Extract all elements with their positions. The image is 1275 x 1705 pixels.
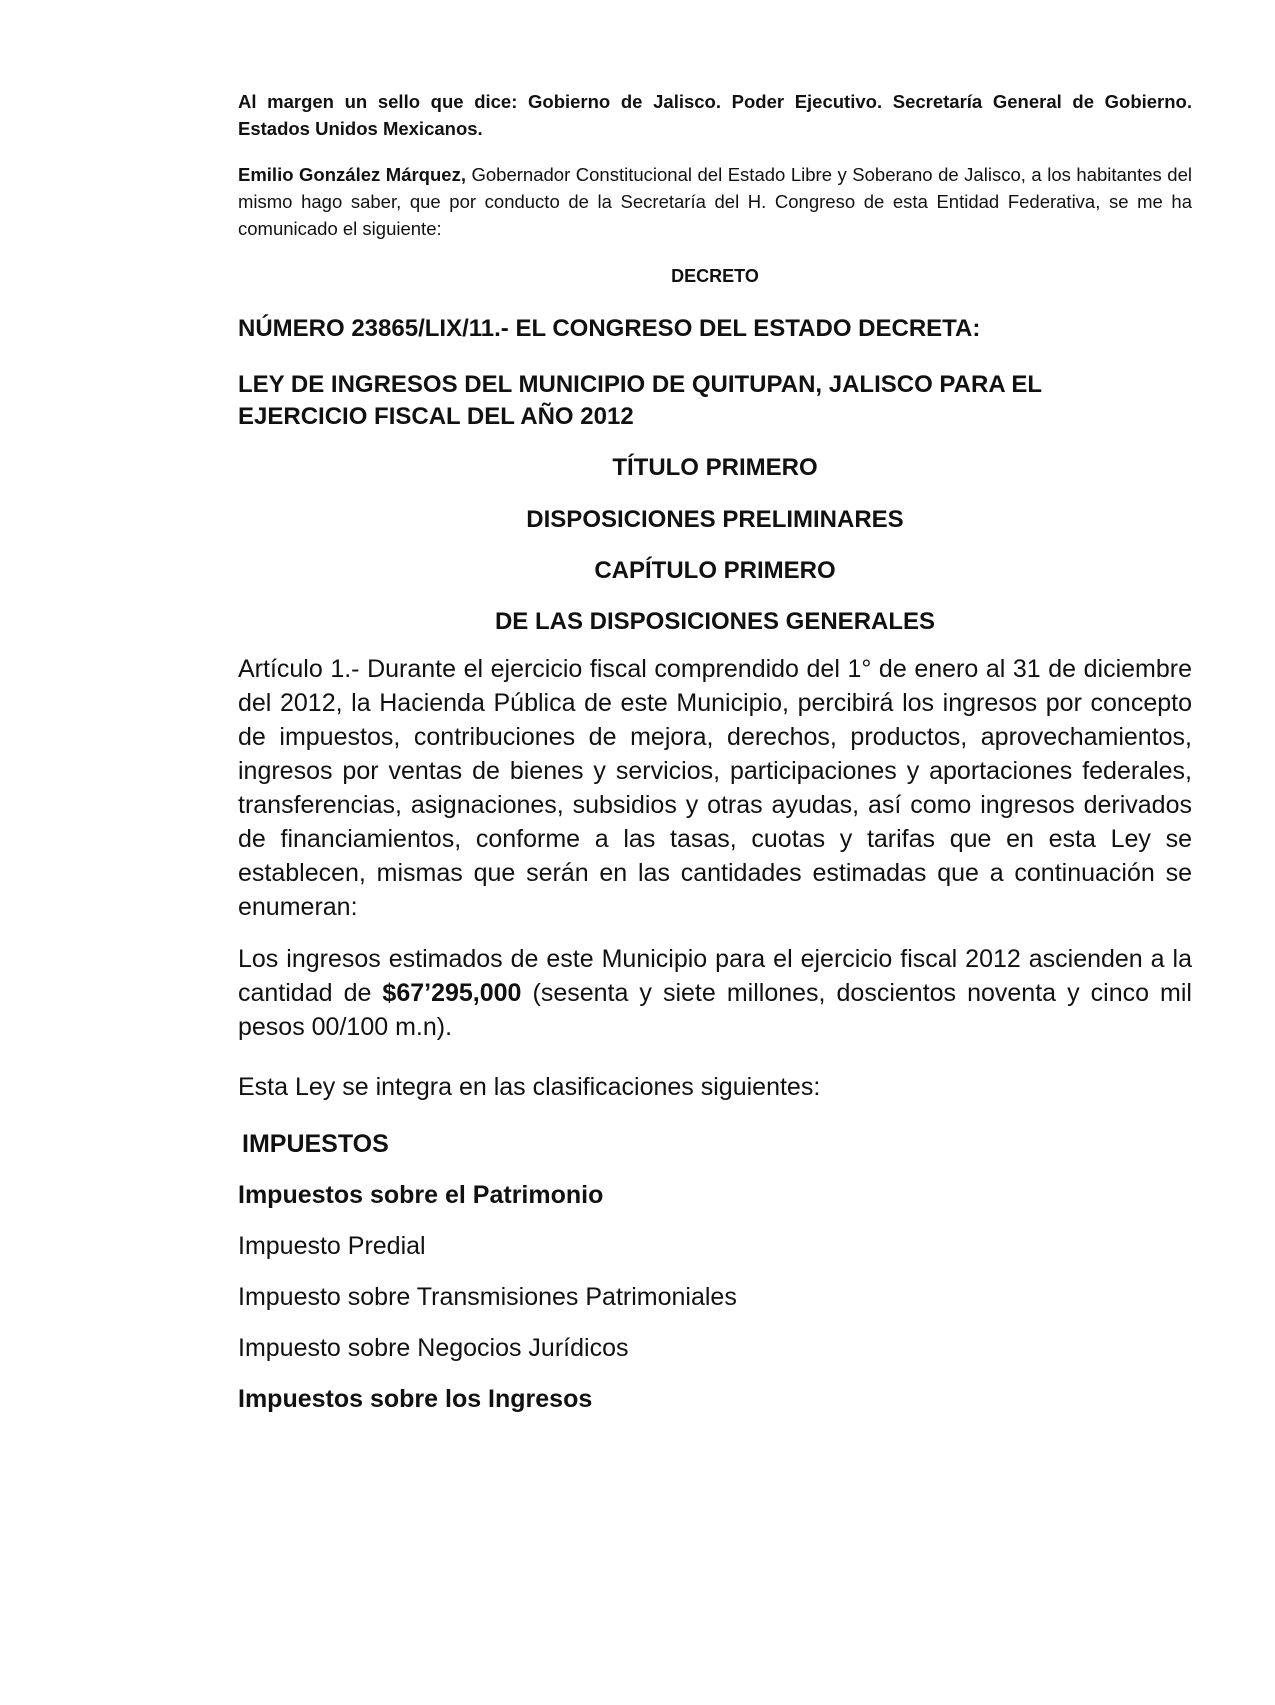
classification-intro: Esta Ley se integra en las clasificaciones siguientes: bbox=[238, 1073, 821, 1101]
governor-paragraph bbox=[238, 161, 1192, 242]
governor-name: Emilio González Márquez, bbox=[238, 164, 466, 185]
income-estimate-tail: (sesenta y siete millones, doscientos noventa y cinco mil pesos 00/100 m.n). bbox=[238, 979, 1192, 1041]
income-estimate-lead: Los ingresos estimados de este Municipio para el ejercicio fiscal 2012 ascienden a la cantidad de bbox=[238, 945, 1192, 1007]
article-1-text: Artículo 1.- Durante el ejercicio fiscal comprendido del 1° de enero al 31 de diciembre del 2012, la Hacienda Pública de este Municipio, percibirá los ingresos por concepto de impuestos, contribuciones de mejora, derechos, productos, aprovechamientos, ingresos por ventas de bienes y servicios, participaciones y aportaciones federales, transferencias, asignaciones, subsidios y otras ayudas, así como ingresos derivados de financiamientos, conforme a las tasas, cuotas y tarifas que en esta Ley se establecen, mismas que serán en las cantidades estimadas que a continuación se enumeran: bbox=[238, 655, 1192, 921]
chapter-subheading: DE LAS DISPOSICIONES GENERALES bbox=[494, 608, 936, 635]
income-amount: $67’295,000 bbox=[382, 979, 522, 1007]
ingresos-heading: Impuestos sobre los Ingresos bbox=[238, 1385, 593, 1413]
section-heading: DISPOSICIONES PRELIMINARES bbox=[526, 506, 904, 533]
transmisiones-item: Impuesto sobre Transmisiones Patrimoniales bbox=[238, 1283, 737, 1311]
title-heading: TÍTULO PRIMERO bbox=[612, 454, 818, 481]
predial-item: Impuesto Predial bbox=[238, 1232, 426, 1260]
law-title: LEY DE INGRESOS DEL MUNICIPIO DE QUITUPAN, JALISCO PARA EL EJERCICIO FISCAL DEL AÑO 2012 bbox=[238, 371, 1042, 430]
impuestos-heading: IMPUESTOS bbox=[242, 1130, 389, 1158]
patrimonio-heading: Impuestos sobre el Patrimonio bbox=[238, 1181, 604, 1209]
decree-label: DECRETO bbox=[671, 266, 759, 286]
seal-notice: Al margen un sello que dice: Gobierno de Jalisco. Poder Ejecutivo. Secretaría General de Gobierno. Estados Unidos Mexicanos. bbox=[238, 91, 1192, 139]
document-page bbox=[238, 88, 1192, 1416]
negocios-item: Impuesto sobre Negocios Jurídicos bbox=[238, 1334, 629, 1362]
chapter-heading: CAPÍTULO PRIMERO bbox=[594, 557, 836, 584]
decree-number: NÚMERO 23865/LIX/11.- EL CONGRESO DEL ESTADO DECRETA: bbox=[238, 315, 981, 342]
governor-text: Gobernador Constitucional del Estado Libre y Soberano de Jalisco, a los habitantes del mismo hago saber, que por conducto de la Secretaría del H. Congreso de esta Entidad Federativa, se me ha comunicado el siguiente: bbox=[238, 164, 1192, 239]
income-estimate bbox=[238, 942, 1192, 1044]
